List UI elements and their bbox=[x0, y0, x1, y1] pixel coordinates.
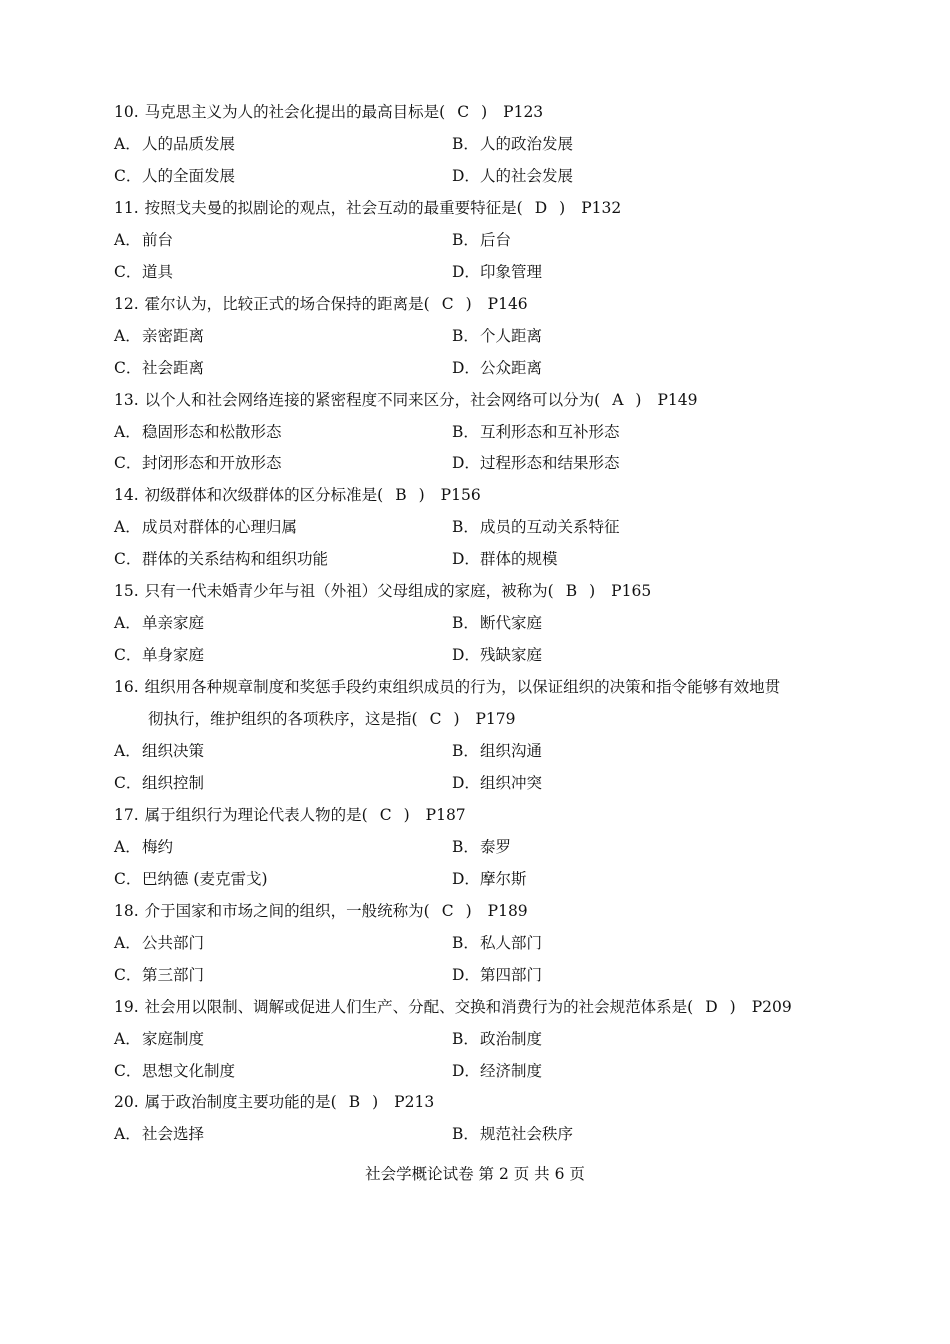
option-d bbox=[452, 256, 542, 288]
option-letter: D． bbox=[452, 454, 480, 473]
options-row bbox=[114, 128, 844, 160]
option-b bbox=[452, 320, 542, 352]
answer-close-paren: ) bbox=[481, 103, 488, 121]
page-reference: P123 bbox=[503, 103, 544, 121]
option-text: 人的品质发展 bbox=[142, 134, 236, 153]
option-letter: D． bbox=[452, 1061, 480, 1080]
option-c bbox=[114, 256, 173, 288]
option-letter: D． bbox=[452, 166, 480, 185]
option-letter: D． bbox=[452, 550, 480, 569]
option-letter: D． bbox=[452, 773, 480, 792]
option-text: 摩尔斯 bbox=[480, 869, 527, 888]
option-c bbox=[114, 352, 204, 384]
option-text: 经济制度 bbox=[480, 1061, 543, 1080]
option-letter: C． bbox=[114, 646, 142, 665]
answer-close-paren: ) bbox=[729, 997, 736, 1016]
options-row bbox=[114, 320, 844, 352]
option-c bbox=[114, 767, 204, 799]
option-letter: C． bbox=[114, 1061, 142, 1080]
option-text: 稳固形态和松散形态 bbox=[142, 422, 282, 441]
question-number: 19. bbox=[114, 997, 139, 1016]
option-a bbox=[114, 511, 297, 543]
question-text: 霍尔认为，比较正式的场合保持的距离是( bbox=[144, 294, 430, 313]
answer-close-paren: ) bbox=[465, 294, 472, 313]
option-d bbox=[452, 447, 620, 479]
option-letter: D． bbox=[452, 869, 480, 888]
option-text: 第三部门 bbox=[142, 965, 205, 984]
options-row bbox=[114, 447, 844, 479]
option-a bbox=[114, 1023, 204, 1055]
option-d bbox=[452, 160, 573, 192]
question-number: 18. bbox=[114, 901, 139, 920]
question-number: 17. bbox=[114, 805, 139, 824]
answer-close-paren: ) bbox=[635, 390, 642, 409]
question-14 bbox=[114, 479, 844, 511]
option-b bbox=[452, 831, 511, 863]
option-text: 人的社会发展 bbox=[480, 166, 574, 185]
answer-letter: C bbox=[457, 103, 470, 121]
options-row bbox=[114, 831, 844, 863]
question-number: 14. bbox=[114, 486, 139, 505]
option-a bbox=[114, 224, 173, 256]
option-letter: B． bbox=[452, 230, 479, 249]
option-letter: A． bbox=[114, 742, 141, 760]
options-row bbox=[114, 863, 844, 895]
page-reference: P132 bbox=[581, 198, 622, 217]
question-text: 只有一代未婚青少年与祖（外祖）父母组成的家庭，被称为( bbox=[144, 582, 554, 601]
option-letter: B． bbox=[452, 518, 479, 537]
option-a bbox=[114, 735, 204, 767]
option-c bbox=[114, 863, 268, 895]
question-text: 彻执行，维护组织的各项秩序，这是指( bbox=[148, 710, 418, 729]
option-c bbox=[114, 639, 204, 671]
option-a bbox=[114, 1118, 204, 1150]
option-letter: A． bbox=[114, 837, 141, 856]
question-15 bbox=[114, 575, 844, 607]
option-text: 成员的互动关系特征 bbox=[480, 518, 620, 537]
option-text: 组织冲突 bbox=[480, 773, 543, 792]
question-number: 10. bbox=[114, 103, 139, 121]
option-c bbox=[114, 447, 282, 479]
answer-letter: C bbox=[379, 805, 392, 824]
option-text: 残缺家庭 bbox=[480, 646, 543, 665]
option-b bbox=[452, 128, 573, 160]
question-11 bbox=[114, 192, 844, 224]
option-text: 人的政治发展 bbox=[480, 134, 574, 153]
option-d bbox=[452, 352, 542, 384]
options-row bbox=[114, 959, 844, 991]
options-row bbox=[114, 1023, 844, 1055]
answer-letter: B bbox=[565, 582, 578, 601]
question-16 bbox=[114, 671, 844, 703]
question-text: 按照戈夫曼的拟剧论的观点，社会互动的最重要特征是( bbox=[144, 198, 523, 217]
option-letter: D． bbox=[452, 262, 480, 281]
options-row bbox=[114, 511, 844, 543]
question-number: 20. bbox=[114, 1093, 139, 1112]
option-text: 道具 bbox=[142, 262, 174, 281]
option-letter: B． bbox=[452, 1029, 479, 1048]
option-letter: A． bbox=[114, 933, 141, 952]
option-b bbox=[452, 224, 511, 256]
answer-close-paren: ) bbox=[372, 1093, 379, 1112]
question-continuation bbox=[148, 703, 878, 735]
question-12 bbox=[114, 288, 844, 320]
question-text: 组织用各种规章制度和奖惩手段约束组织成员的行为，以保证组织的决策和指令能够有效地贯 bbox=[144, 678, 781, 697]
option-c bbox=[114, 959, 204, 991]
options-row bbox=[114, 416, 844, 448]
option-b bbox=[452, 1118, 573, 1150]
option-letter: A． bbox=[114, 326, 141, 345]
question-text: 初级群体和次级群体的区分标准是( bbox=[144, 486, 384, 505]
question-number: 11. bbox=[114, 198, 139, 217]
option-letter: C． bbox=[114, 358, 142, 377]
options-row bbox=[114, 256, 844, 288]
option-text: 过程形态和结果形态 bbox=[480, 454, 620, 473]
option-d bbox=[452, 863, 527, 895]
option-text: 社会选择 bbox=[142, 1125, 205, 1144]
page-reference: P156 bbox=[440, 486, 481, 505]
option-letter: C． bbox=[114, 965, 142, 984]
option-d bbox=[452, 959, 542, 991]
option-text: 规范社会秩序 bbox=[480, 1125, 574, 1144]
page-footer: 社会学概论试卷 第 2 页 共 6 页 bbox=[365, 1165, 585, 1183]
question-number: 12. bbox=[114, 294, 139, 313]
answer-close-paren: ) bbox=[559, 198, 566, 217]
option-text: 思想文化制度 bbox=[142, 1061, 236, 1080]
option-letter: C． bbox=[114, 166, 142, 185]
options-row bbox=[114, 735, 844, 767]
option-text: 第四部门 bbox=[480, 965, 543, 984]
option-letter: B． bbox=[452, 614, 479, 633]
option-letter: A． bbox=[114, 518, 141, 537]
answer-letter: C bbox=[441, 901, 454, 920]
option-letter: B． bbox=[452, 1125, 479, 1144]
option-a bbox=[114, 128, 235, 160]
option-text: 组织控制 bbox=[142, 773, 205, 792]
page-reference: P213 bbox=[394, 1093, 435, 1112]
options-row bbox=[114, 224, 844, 256]
option-b bbox=[452, 416, 620, 448]
answer-letter: D bbox=[534, 198, 548, 217]
options-row bbox=[114, 160, 844, 192]
options-row bbox=[114, 543, 844, 575]
option-text: 互利形态和互补形态 bbox=[480, 422, 620, 441]
option-text: 梅约 bbox=[142, 837, 174, 856]
option-c bbox=[114, 543, 328, 575]
option-letter: C． bbox=[114, 262, 142, 281]
option-a bbox=[114, 831, 173, 863]
answer-close-paren: ) bbox=[453, 710, 460, 729]
option-text: 单亲家庭 bbox=[142, 614, 205, 633]
option-letter: B． bbox=[452, 933, 479, 952]
page-reference: P187 bbox=[425, 805, 466, 824]
option-text: 成员对群体的心理归属 bbox=[142, 518, 298, 537]
option-text: 亲密距离 bbox=[142, 326, 205, 345]
option-letter: A． bbox=[114, 230, 141, 249]
answer-close-paren: ) bbox=[418, 486, 425, 505]
option-letter: B． bbox=[452, 837, 479, 856]
option-b bbox=[452, 1023, 542, 1055]
question-number: 16. bbox=[114, 678, 139, 697]
option-d bbox=[452, 639, 542, 671]
option-b bbox=[452, 927, 542, 959]
options-row bbox=[114, 927, 844, 959]
options-row bbox=[114, 1055, 844, 1087]
option-text: 前台 bbox=[142, 230, 174, 249]
question-text: 马克思主义为人的社会化提出的最高目标是( bbox=[144, 103, 446, 121]
question-18 bbox=[114, 895, 844, 927]
answer-letter: A bbox=[612, 390, 624, 409]
question-20 bbox=[114, 1086, 844, 1118]
question-text: 属于组织行为理论代表人物的是( bbox=[144, 805, 368, 824]
option-c bbox=[114, 1055, 235, 1087]
option-text: 巴纳德 (麦克雷戈) bbox=[142, 869, 268, 888]
option-text: 单身家庭 bbox=[142, 646, 205, 665]
page-reference: P149 bbox=[657, 390, 698, 409]
option-text: 社会距离 bbox=[142, 358, 205, 377]
question-17 bbox=[114, 799, 844, 831]
answer-letter: C bbox=[441, 294, 454, 313]
option-text: 封闭形态和开放形态 bbox=[142, 454, 282, 473]
option-a bbox=[114, 320, 204, 352]
option-letter: B． bbox=[452, 742, 479, 760]
option-letter: A． bbox=[114, 134, 141, 153]
option-letter: B． bbox=[452, 422, 479, 441]
page-reference: P209 bbox=[751, 997, 792, 1016]
options-row bbox=[114, 1118, 844, 1150]
answer-letter: D bbox=[705, 997, 718, 1016]
option-b bbox=[452, 511, 620, 543]
option-letter: C． bbox=[114, 550, 142, 569]
option-a bbox=[114, 927, 204, 959]
options-row bbox=[114, 607, 844, 639]
option-text: 群体的关系结构和组织功能 bbox=[142, 550, 329, 569]
option-letter: A． bbox=[114, 422, 141, 441]
question-text: 以个人和社会网络连接的紧密程度不同来区分，社会网络可以分为( bbox=[144, 390, 601, 409]
option-text: 组织决策 bbox=[142, 742, 205, 760]
answer-close-paren: ) bbox=[589, 582, 596, 601]
options-row bbox=[114, 352, 844, 384]
option-letter: C． bbox=[114, 454, 142, 473]
option-letter: A． bbox=[114, 1029, 141, 1048]
page-reference: P179 bbox=[475, 710, 516, 729]
page-reference: P165 bbox=[611, 582, 652, 601]
question-text: 社会用以限制、调解或促进人们生产、分配、交换和消费行为的社会规范体系是( bbox=[144, 997, 694, 1016]
option-text: 后台 bbox=[480, 230, 512, 249]
option-a bbox=[114, 607, 204, 639]
option-text: 家庭制度 bbox=[142, 1029, 205, 1048]
option-text: 政治制度 bbox=[480, 1029, 543, 1048]
answer-letter: C bbox=[429, 710, 442, 729]
question-19 bbox=[114, 991, 844, 1023]
option-letter: B． bbox=[452, 134, 479, 153]
option-text: 公共部门 bbox=[142, 933, 205, 952]
option-a bbox=[114, 416, 282, 448]
answer-letter: B bbox=[395, 486, 407, 505]
option-d bbox=[452, 543, 558, 575]
page-reference: P189 bbox=[487, 901, 528, 920]
question-number: 13. bbox=[114, 390, 139, 409]
option-b bbox=[452, 735, 542, 767]
question-text: 介于国家和市场之间的组织，一般统称为( bbox=[144, 901, 430, 920]
option-letter: C． bbox=[114, 869, 142, 888]
page-reference: P146 bbox=[487, 294, 528, 313]
option-text: 泰罗 bbox=[480, 837, 512, 856]
question-13 bbox=[114, 384, 844, 416]
option-text: 人的全面发展 bbox=[142, 166, 236, 185]
option-c bbox=[114, 160, 235, 192]
option-letter: A． bbox=[114, 614, 141, 633]
option-d bbox=[452, 1055, 542, 1087]
option-d bbox=[452, 767, 542, 799]
option-letter: B． bbox=[452, 326, 479, 345]
option-text: 私人部门 bbox=[480, 933, 543, 952]
question-text: 属于政治制度主要功能的是( bbox=[144, 1093, 337, 1112]
option-letter: D． bbox=[452, 965, 480, 984]
question-10 bbox=[114, 96, 844, 128]
option-letter: D． bbox=[452, 358, 480, 377]
option-letter: A． bbox=[114, 1125, 141, 1144]
option-text: 印象管理 bbox=[480, 262, 543, 281]
answer-close-paren: ) bbox=[465, 901, 472, 920]
options-row bbox=[114, 639, 844, 671]
options-row bbox=[114, 767, 844, 799]
answer-letter: B bbox=[348, 1093, 361, 1112]
option-text: 群体的规模 bbox=[480, 550, 558, 569]
option-text: 公众距离 bbox=[480, 358, 543, 377]
option-text: 个人距离 bbox=[480, 326, 543, 345]
option-text: 组织沟通 bbox=[480, 742, 543, 760]
answer-close-paren: ) bbox=[403, 805, 410, 824]
option-text: 断代家庭 bbox=[480, 614, 543, 633]
option-letter: D． bbox=[452, 646, 480, 665]
option-b bbox=[452, 607, 542, 639]
question-number: 15. bbox=[114, 582, 139, 601]
option-letter: C． bbox=[114, 773, 142, 792]
